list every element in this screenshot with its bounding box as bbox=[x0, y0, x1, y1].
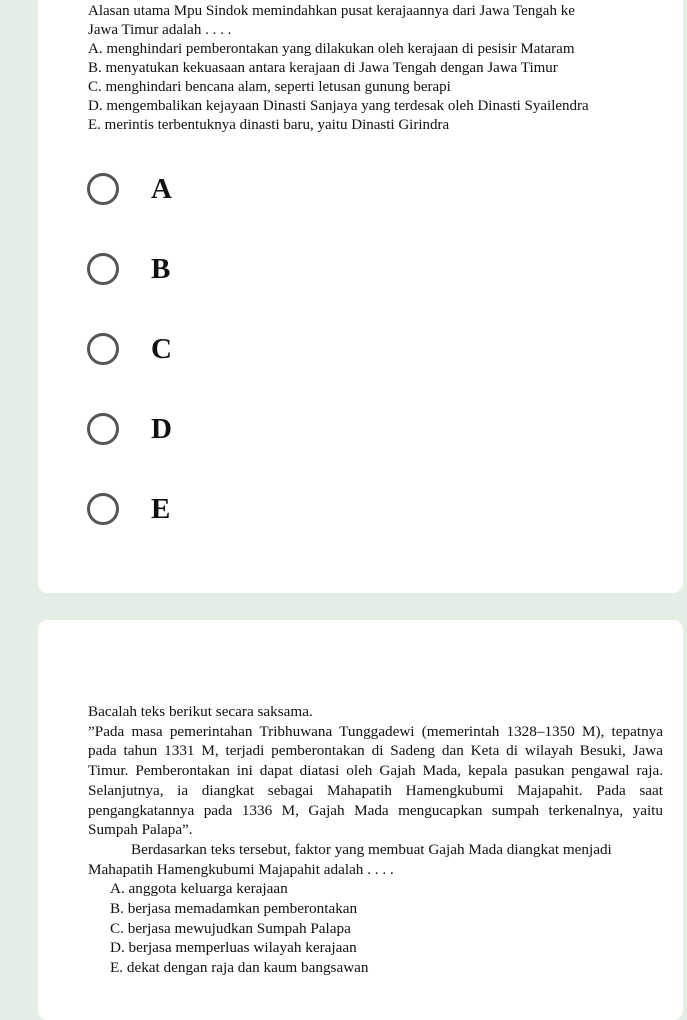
choice-label: D bbox=[151, 413, 172, 445]
option-text-b: B. menyatukan kekuasaan antara kerajaan di Jawa Tengah dengan Jawa Timur bbox=[88, 60, 558, 76]
answer-e: E. dekat dengan raja dan kaum bangsawan bbox=[110, 959, 369, 977]
radio-circle-icon[interactable] bbox=[87, 333, 119, 365]
radio-circle-icon[interactable] bbox=[87, 253, 119, 285]
question-2-text bbox=[88, 702, 663, 978]
answer-a: A. anggota keluarga kerajaan bbox=[110, 880, 288, 898]
choice-a[interactable] bbox=[87, 173, 207, 213]
answer-c: C. berjasa mewujudkan Sumpah Palapa bbox=[110, 919, 351, 937]
question-1-text bbox=[88, 2, 668, 135]
radio-circle-icon[interactable] bbox=[87, 413, 119, 445]
choice-d[interactable] bbox=[87, 413, 207, 453]
question-card-2 bbox=[38, 620, 683, 1020]
choice-label: E bbox=[151, 493, 171, 525]
option-text-d: D. mengembalikan kejayaan Dinasti Sanjaya yang terdesak oleh Dinasti Syailendra bbox=[88, 98, 589, 114]
option-text-c: C. menghindari bencana alam, seperti letusan gunung berapi bbox=[88, 79, 451, 95]
choice-label: C bbox=[151, 333, 172, 365]
question-stem-line: Alasan utama Mpu Sindok memindahkan pusat kerajaannya dari Jawa Tengah ke bbox=[88, 3, 575, 19]
option-text-a: A. menghindari pemberontakan yang dilakukan oleh kerajaan di pesisir Mataram bbox=[88, 41, 575, 57]
radio-circle-icon[interactable] bbox=[87, 173, 119, 205]
question-card-1 bbox=[38, 0, 683, 593]
passage-body: ”Pada masa pemerintahan Tribhuwana Tunggadewi (memerintah 1328–1350 M), tepatnya pada tahun 1331 M, terjadi pemberontakan di Sadeng dan Keta di wilayah Besuki, Jawa Timur. Pemberontakan ini dapat diatasi oleh Gajah Mada, kepala pasukan pengawal raja. Selanjutnya, ia diangkat sebagai Mahapatih Hamengkubumi Majapahit. Pada saat pengangkatannya pada 1336 M, Gajah Mada mengucapkan sumpah terkenalnya, yaitu Sumpah Palapa”. bbox=[88, 722, 663, 839]
choice-label: B bbox=[151, 253, 171, 285]
choice-label: A bbox=[151, 173, 172, 205]
answer-list bbox=[110, 879, 663, 978]
choice-b[interactable] bbox=[87, 253, 207, 293]
choice-c[interactable] bbox=[87, 333, 207, 373]
option-text-e: E. merintis terbentuknya dinasti baru, yaitu Dinasti Girindra bbox=[88, 117, 450, 133]
passage-question: Berdasarkan teks tersebut, faktor yang membuat Gajah Mada diangkat menjadi Mahapatih Hamengkubumi Majapahit adalah . . . . bbox=[88, 840, 612, 878]
radio-circle-icon[interactable] bbox=[87, 493, 119, 525]
choice-e[interactable] bbox=[87, 493, 207, 533]
answer-d: D. berjasa memperluas wilayah kerajaan bbox=[110, 939, 357, 957]
passage-intro: Bacalah teks berikut secara saksama. bbox=[88, 703, 313, 720]
question-stem-line: Jawa Timur adalah . . . . bbox=[88, 22, 232, 38]
answer-b: B. berjasa memadamkan pemberontakan bbox=[110, 900, 358, 918]
